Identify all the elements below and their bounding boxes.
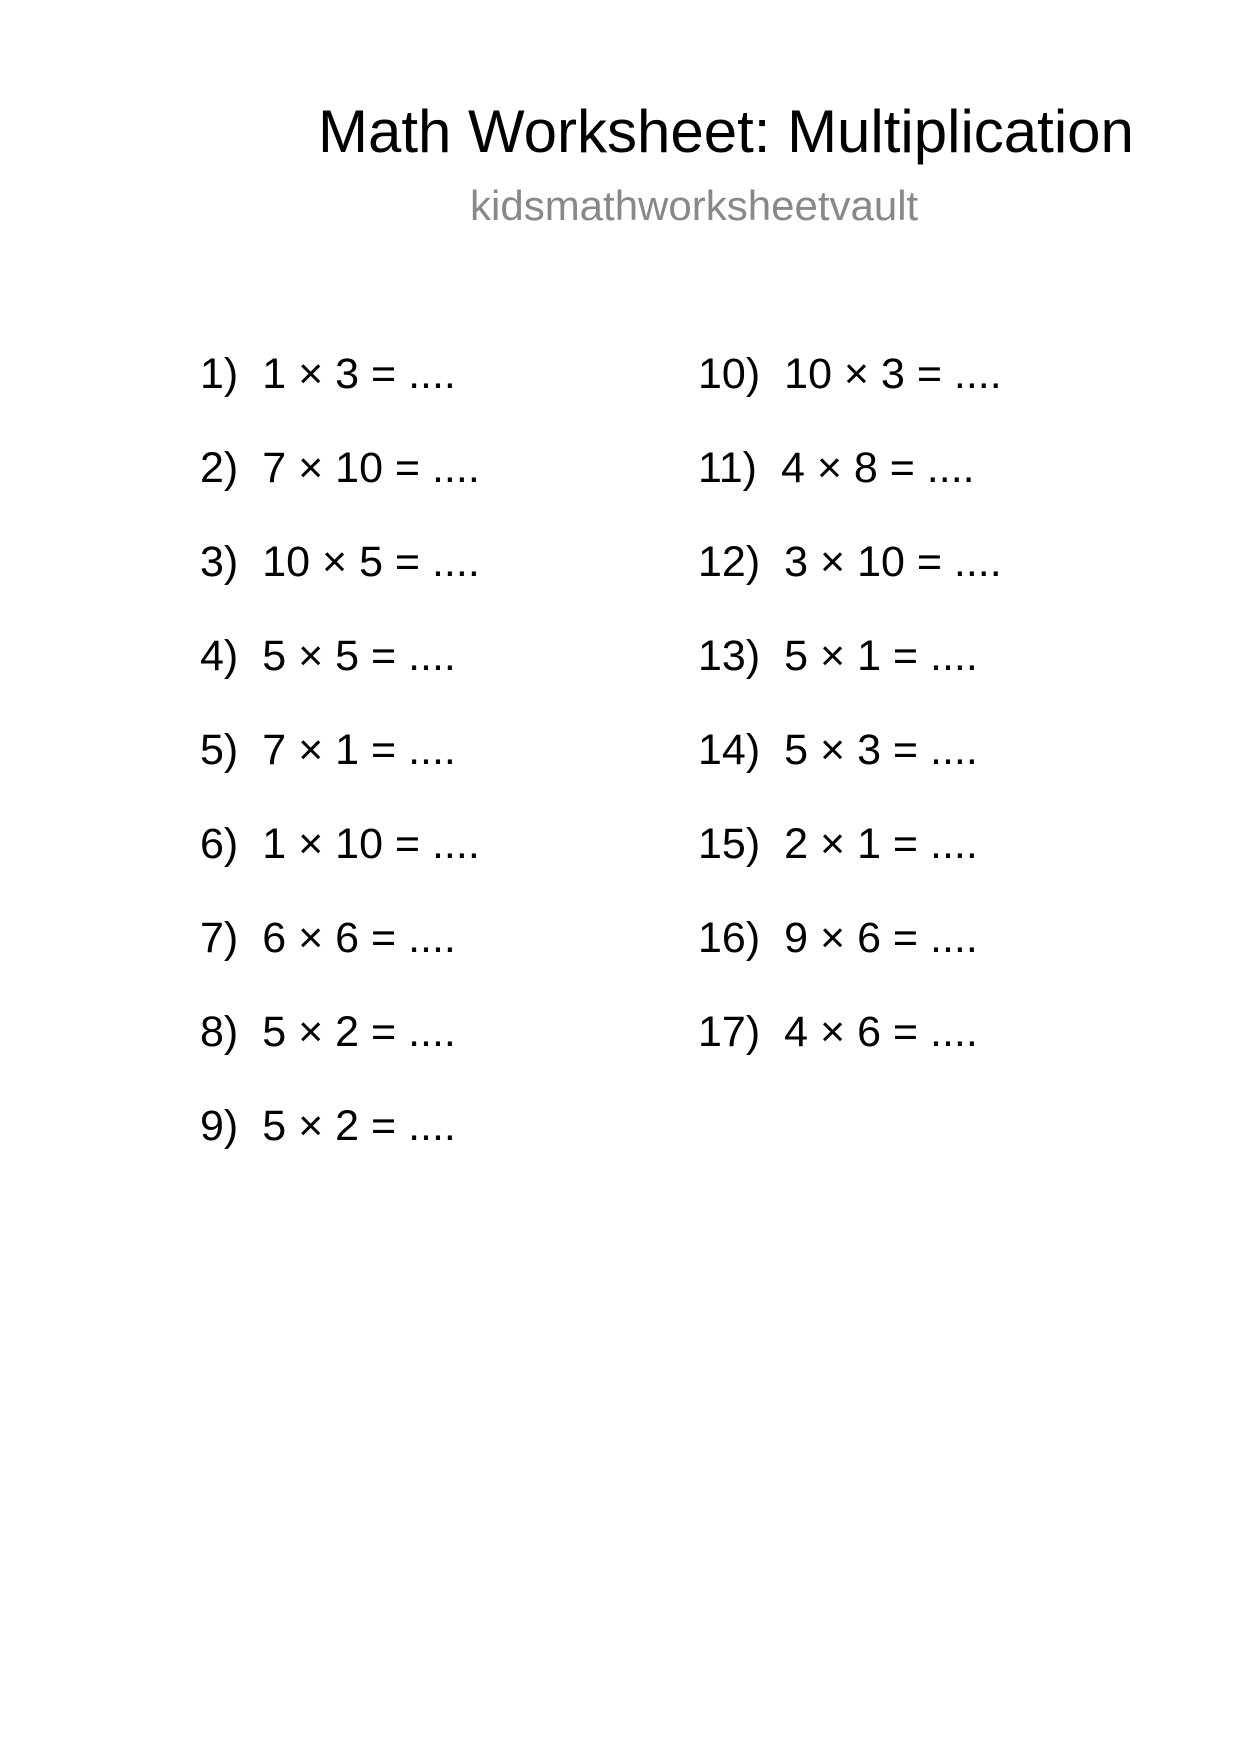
problem-expression: 4 × 6 = ....	[784, 1008, 978, 1056]
problem-expression: 5 × 5 = ....	[262, 632, 456, 680]
problem-number: 1)	[200, 350, 239, 398]
problem-item	[698, 816, 1002, 910]
problem-item	[698, 346, 1002, 440]
problem-number: 6)	[200, 820, 239, 868]
problem-item	[200, 628, 480, 722]
problem-item	[200, 1098, 480, 1192]
problem-number: 14)	[698, 726, 761, 774]
problem-expression: 2 × 1 = ....	[784, 820, 978, 868]
problem-expression: 10 × 5 = ....	[262, 538, 480, 586]
problem-column-left	[200, 346, 480, 1192]
problem-column-right	[698, 346, 1002, 1098]
problem-item	[200, 1004, 480, 1098]
problem-number: 11)	[698, 444, 757, 492]
problem-number: 7)	[200, 914, 239, 962]
problem-expression: 3 × 10 = ....	[784, 538, 1002, 586]
problem-item	[698, 534, 1002, 628]
problem-expression: 9 × 6 = ....	[784, 914, 978, 962]
problem-expression: 5 × 2 = ....	[262, 1008, 456, 1056]
problem-number: 5)	[200, 726, 239, 774]
problem-number: 4)	[200, 632, 239, 680]
problem-item	[200, 722, 480, 816]
problem-expression: 6 × 6 = ....	[262, 914, 456, 962]
problem-item	[200, 440, 480, 534]
problem-number: 16)	[698, 914, 761, 962]
problem-expression: 1 × 3 = ....	[262, 350, 456, 398]
problem-item	[698, 628, 1002, 722]
problem-number: 13)	[698, 632, 761, 680]
problem-item	[698, 440, 1002, 534]
page-title: Math Worksheet: Multiplication	[318, 98, 1134, 165]
problem-item	[200, 910, 480, 1004]
problem-number: 2)	[200, 444, 239, 492]
problem-expression: 7 × 10 = ....	[262, 444, 480, 492]
problem-item	[200, 346, 480, 440]
problem-number: 15)	[698, 820, 761, 868]
problem-number: 3)	[200, 538, 239, 586]
problem-number: 17)	[698, 1008, 761, 1056]
page-subtitle: kidsmathworksheetvault	[470, 182, 919, 229]
problem-item	[698, 722, 1002, 816]
problem-expression: 1 × 10 = ....	[262, 820, 480, 868]
problem-number: 8)	[200, 1008, 239, 1056]
problem-expression: 5 × 1 = ....	[784, 632, 978, 680]
problem-number: 12)	[698, 538, 761, 586]
problem-expression: 7 × 1 = ....	[262, 726, 456, 774]
problem-number: 9)	[200, 1102, 239, 1150]
problem-item	[200, 816, 480, 910]
problem-item	[698, 1004, 1002, 1098]
problem-number: 10)	[698, 350, 761, 398]
problem-expression: 5 × 2 = ....	[262, 1102, 456, 1150]
problem-item	[698, 910, 1002, 1004]
problem-item	[200, 534, 480, 628]
problem-expression: 4 × 8 = ....	[780, 444, 975, 492]
problem-expression: 10 × 3 = ....	[784, 350, 1002, 398]
problem-expression: 5 × 3 = ....	[784, 726, 978, 774]
